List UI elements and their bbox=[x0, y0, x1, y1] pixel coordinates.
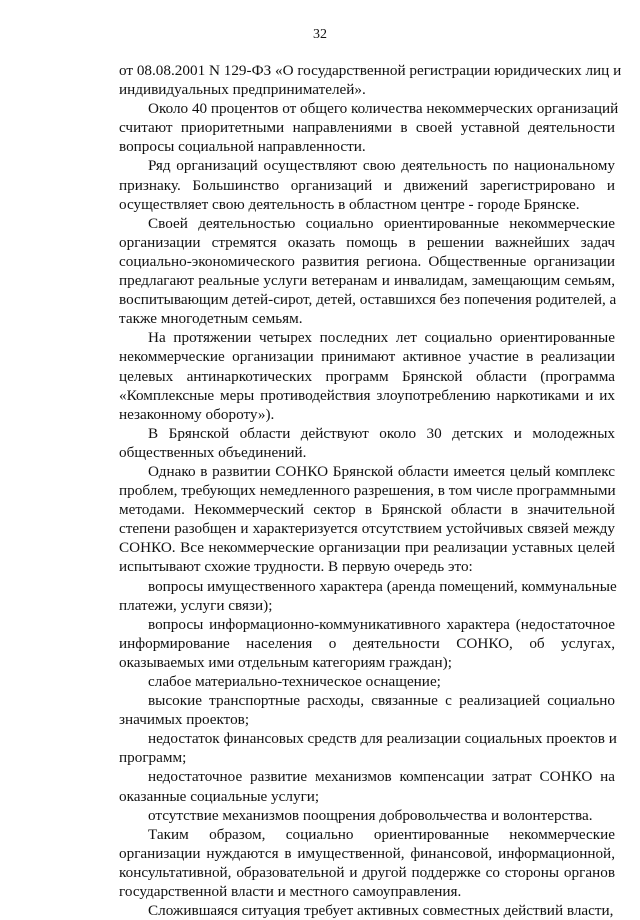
text-line: организации нуждаются в имущественной, финансовой, информационной, bbox=[119, 844, 615, 862]
paragraph bbox=[119, 825, 615, 901]
text-line: осуществляет свою деятельность в областном центре - городе Брянске. bbox=[119, 195, 580, 213]
paragraph bbox=[119, 691, 615, 729]
text-line: методами. Некоммерческий сектор в Брянской области в значительной bbox=[119, 501, 615, 519]
text-line: В Брянской области действуют около 30 детских и молодежных bbox=[148, 424, 615, 442]
document-body bbox=[119, 61, 622, 920]
text-line: вопросы имущественного характера (аренда помещений, коммунальные bbox=[148, 577, 617, 595]
page-number: 32 bbox=[313, 27, 327, 42]
paragraph bbox=[119, 61, 622, 99]
text-line: социально-экономического развития региона. Общественные организации bbox=[119, 252, 615, 270]
paragraph bbox=[119, 328, 615, 423]
paragraph bbox=[119, 901, 615, 920]
text-line: платежи, услуги связи); bbox=[119, 596, 273, 614]
paragraph bbox=[119, 577, 615, 615]
paragraph bbox=[119, 806, 615, 825]
paragraph bbox=[119, 214, 615, 329]
text-line: вопросы информационно-коммуникативного характера (недостаточное bbox=[148, 615, 615, 633]
text-line: консультативной, образовательной и другой поддержке со стороны органов bbox=[119, 863, 615, 881]
text-line: оказанные социальные услуги; bbox=[119, 787, 320, 805]
paragraph bbox=[119, 99, 619, 156]
text-line: признаку. Большинство организаций и движений зарегистрировано и bbox=[119, 176, 615, 194]
text-line: значимых проектов; bbox=[119, 711, 250, 729]
text-line: Около 40 процентов от общего количества некоммерческих организаций bbox=[148, 100, 619, 118]
text-line: проблем, требующих немедленного разрешения, в том числе программными bbox=[119, 482, 616, 500]
text-line: незаконному обороту»). bbox=[119, 405, 275, 423]
text-line: информирование населения о деятельности СОНКО, об услугах, bbox=[119, 634, 615, 652]
text-line: программ; bbox=[119, 749, 187, 767]
paragraph bbox=[119, 462, 615, 577]
text-line: Однако в развитии СОНКО Брянской области имеется целый комплекс bbox=[148, 462, 615, 480]
text-line: высокие транспортные расходы, связанные с реализацией социально bbox=[148, 692, 615, 710]
paragraph bbox=[119, 672, 615, 691]
text-line: Своей деятельностью социально ориентированные некоммерческие bbox=[148, 214, 615, 232]
text-line: недостаток финансовых средств для реализации социальных проектов и bbox=[148, 730, 617, 748]
text-line: «Комплексные меры противодействия злоупотреблению наркотиками и их bbox=[119, 386, 615, 404]
text-line: от 08.08.2001 N 129-ФЗ «О государственной регистрации юридических лиц и bbox=[119, 62, 622, 79]
paragraph bbox=[119, 729, 615, 767]
paragraph bbox=[119, 615, 615, 672]
text-line: считают приоритетными направлениями в своей уставной деятельности bbox=[119, 119, 615, 137]
text-line: индивидуальных предпринимателей». bbox=[119, 81, 366, 99]
text-line: предлагают реальные услуги ветеранам и инвалидам, замещающим семьям, bbox=[119, 272, 615, 290]
paragraph bbox=[119, 767, 615, 805]
text-line: оказываемых ими отдельным категориям граждан); bbox=[119, 653, 452, 671]
text-line: организации стремятся оказать помощь в решении важнейших задач bbox=[119, 233, 615, 251]
text-line: Таким образом, социально ориентированные некоммерческие bbox=[148, 825, 615, 843]
text-line: Ряд организаций осуществляют свою деятельность по национальному bbox=[148, 157, 615, 175]
text-line: вопросы социальной направленности. bbox=[119, 138, 366, 156]
text-line: отсутствие механизмов поощрения добровольчества и волонтерства. bbox=[148, 806, 593, 824]
text-line: Сложившаяся ситуация требует активных совместных действий власти, bbox=[148, 902, 614, 920]
text-line: воспитывающим детей-сирот, детей, оставшихся без попечения родителей, а bbox=[119, 291, 617, 309]
text-line: целевых антинаркотических программ Брянской области (программа bbox=[119, 367, 615, 385]
text-line: государственной власти и местного самоуправления. bbox=[119, 883, 462, 901]
text-line: недостаточное развитие механизмов компенсации затрат СОНКО на bbox=[148, 768, 615, 786]
text-line: На протяжении четырех последних лет социально ориентированные bbox=[148, 329, 615, 347]
text-line: СОНКО. Все некоммерческие организации при реализации уставных целей bbox=[119, 539, 615, 557]
text-line: некоммерческие организации принимают активное участие в реализации bbox=[119, 348, 615, 366]
paragraph bbox=[119, 424, 615, 462]
text-line: также многодетным семьям. bbox=[119, 310, 303, 328]
text-line: испытывают схожие трудности. В первую очередь это: bbox=[119, 558, 473, 576]
text-line: степени разобщен и характеризуется отсутствием устойчивых связей между bbox=[119, 520, 615, 538]
paragraph bbox=[119, 156, 615, 213]
text-line: слабое материально-техническое оснащение; bbox=[148, 673, 441, 690]
text-line: общественных объединений. bbox=[119, 443, 307, 461]
